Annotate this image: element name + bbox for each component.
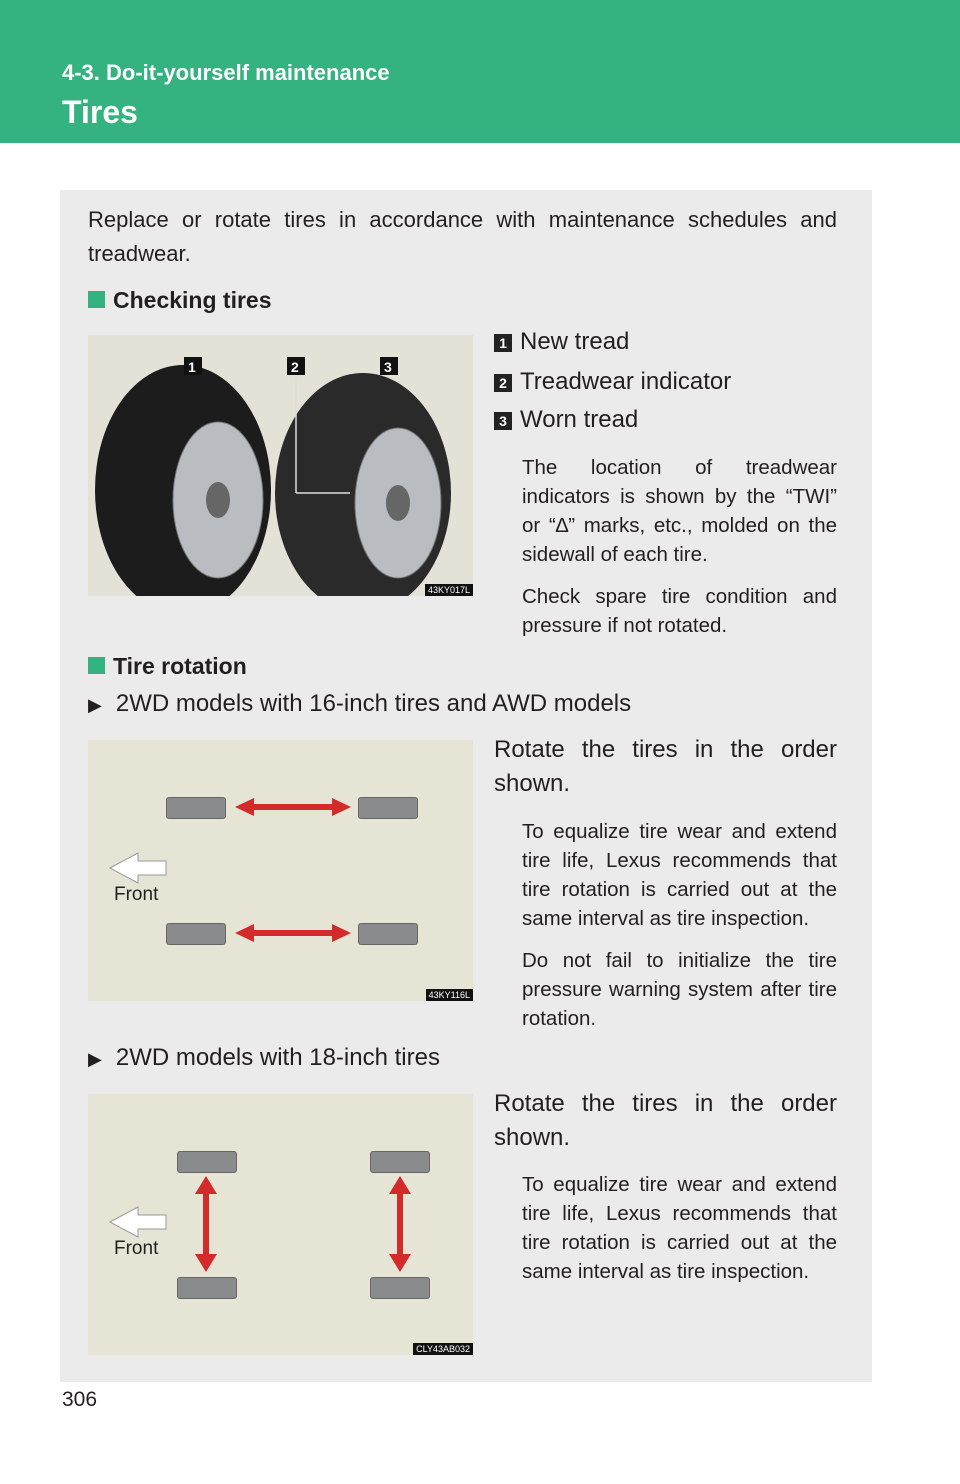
legend-item (494, 368, 731, 396)
note-text: To equalize tire wear and extend tire life, Lexus recommends that tire rotation is carried out at the same interval as tire inspection. (522, 1173, 837, 1283)
legend-label: Worn tread (520, 406, 639, 433)
note-text: Check spare tire condition and pressure if not rotated. (522, 585, 837, 637)
front-label: Front (114, 1238, 159, 1259)
page-number: 306 (62, 1388, 98, 1411)
triangle-bullet-icon: ▶ (88, 1049, 102, 1069)
page-title: Tires (62, 94, 138, 130)
note-text: To equalize tire wear and extend tire life, Lexus recommends that tire rotation is carried out at the same interval as tire inspection. (522, 820, 837, 930)
front-label: Front (114, 884, 159, 905)
rotation-arrows (88, 740, 473, 1001)
heading-text: Tire rotation (113, 653, 247, 679)
tire-tread-figure (88, 335, 473, 596)
case-title-text: 2WD models with 16-inch tires and AWD models (115, 690, 632, 717)
heading-text: Checking tires (113, 287, 272, 313)
case-title (88, 690, 631, 718)
triangle-bullet-icon: ▶ (88, 695, 102, 715)
case-title (88, 1044, 440, 1072)
lead-text: Rotate the tires in the order shown. (494, 1090, 837, 1151)
legend-item (494, 406, 638, 434)
rotation-figure-1 (88, 740, 473, 1001)
svg-text:2: 2 (291, 359, 299, 375)
legend-label: New tread (520, 328, 630, 355)
section-title: 4-3. Do-it-yourself maintenance (62, 60, 390, 85)
heading-tire-rotation (88, 653, 247, 680)
case-title-text: 2WD models with 18-inch tires (115, 1044, 440, 1071)
svg-text:1: 1 (188, 359, 196, 375)
number-badge: 2 (494, 374, 512, 392)
figure-code: CLY43AB032 (413, 1343, 473, 1355)
legend-item (494, 328, 629, 356)
figure-code: 43KY017L (425, 584, 473, 596)
number-badge: 1 (494, 334, 512, 352)
figure-code: 43KY116L (426, 989, 473, 1001)
rotation-arrows (88, 1094, 473, 1355)
note-text: Do not fail to initialize the tire pressure warning system after tire rotation. (522, 949, 837, 1030)
square-bullet-icon (88, 291, 105, 308)
note-text: The location of treadwear indicators is shown by the “TWI” or “∆” marks, etc., molded on the sidewall of each tire. (522, 456, 837, 566)
tires-illustration (88, 335, 473, 596)
svg-text:3: 3 (384, 359, 392, 375)
legend-label: Treadwear indicator (520, 368, 732, 395)
intro-text: Replace or rotate tires in accordance with maintenance schedules and treadwear. (88, 207, 837, 266)
number-badge: 3 (494, 412, 512, 430)
lead-text: Rotate the tires in the order shown. (494, 736, 837, 797)
heading-checking-tires (88, 287, 272, 314)
square-bullet-icon (88, 657, 105, 674)
rotation-figure-2 (88, 1094, 473, 1355)
